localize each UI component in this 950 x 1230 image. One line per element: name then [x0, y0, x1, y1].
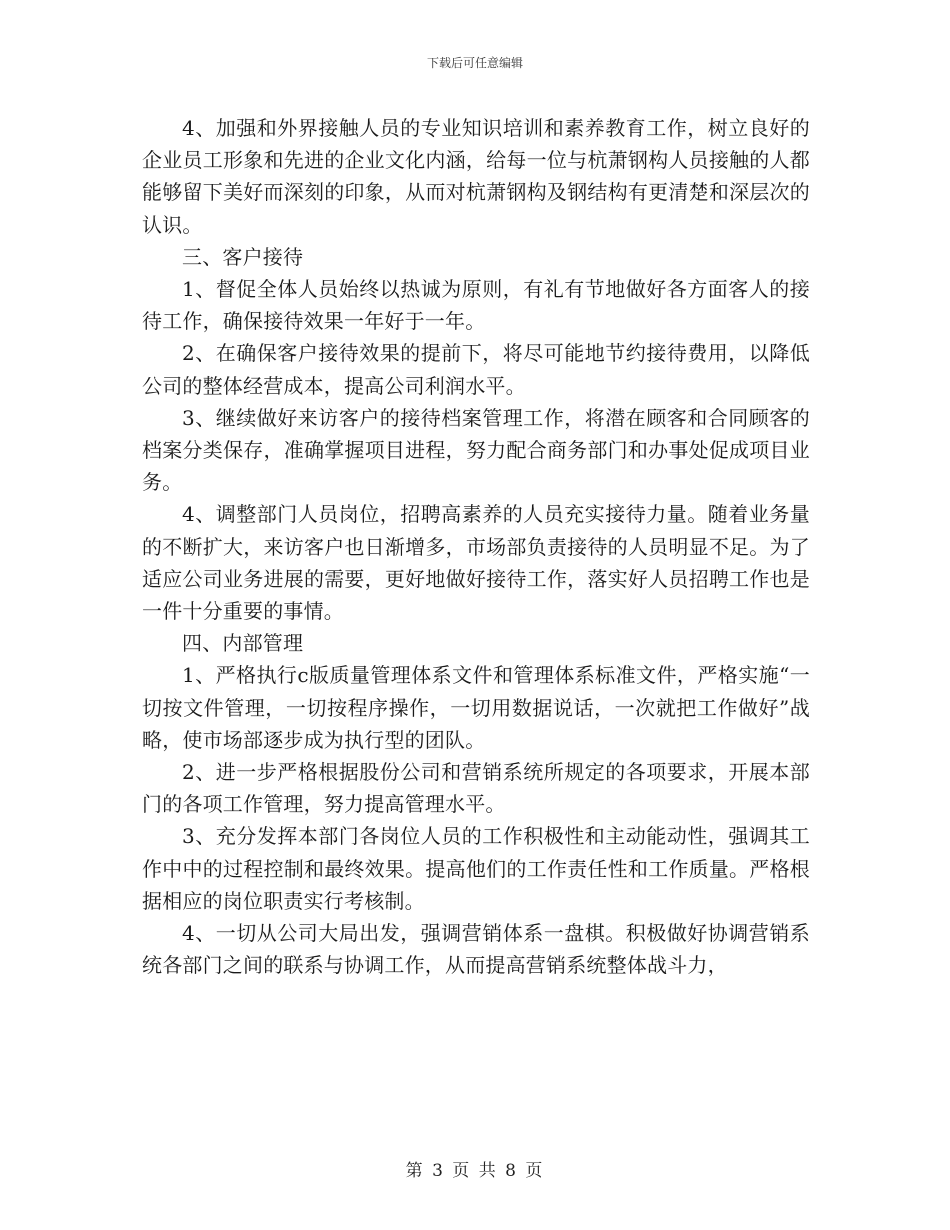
header-note: 下载后可任意编辑	[426, 56, 523, 70]
section-heading: 三、客户接待	[182, 244, 304, 269]
page-number-footer: 第 3 页 共 8 页	[405, 1161, 545, 1181]
paragraph: 1、严格执行c版质量管理体系文件和管理体系标准文件，严格实施“一切按文件管理，一切按程序操作，一切用数据说话，一次就把工作做好”战略，使市场部逐步成为执行型的团队。	[142, 663, 810, 752]
paragraph: 2、进一步严格根据股份公司和营销系统所规定的各项要求，开展本部门的各项工作管理，努力提高管理水平。	[142, 760, 810, 817]
paragraph: 3、继续做好来访客户的接待档案管理工作，将潜在顾客和合同顾客的档案分类保存，准确掌握项目进程，努力配合商务部门和办事处促成项目业务。	[142, 405, 810, 495]
document-body	[142, 112, 810, 981]
paragraph: 4、一切从公司大局出发，强调营销体系一盘棋。积极做好协调营销系统各部门之间的联系与协调工作，从而提高营销系统整体战斗力，	[142, 921, 810, 978]
section-heading: 四、内部管理	[182, 631, 304, 656]
paragraph: 1、督促全体人员始终以热诚为原则，有礼有节地做好各方面客人的接待工作，确保接待效果一年好于一年。	[142, 277, 810, 334]
paragraph: 4、调整部门人员岗位，招聘高素养的人员充实接待力量。随着业务量的不断扩大，来访客户也日渐增多，市场部负责接待的人员明显不足。为了适应公司业务进展的需要，更好地做好接待工作，落实好人员招聘工作也是一件十分重要的事情。	[142, 502, 810, 624]
paragraph: 3、充分发挥本部门各岗位人员的工作积极性和主动能动性，强调其工作中中的过程控制和最终效果。提高他们的工作责任性和工作质量。严格根据相应的岗位职责实行考核制。	[142, 824, 810, 913]
paragraph: 4、加强和外界接触人员的专业知识培训和素养教育工作，树立良好的企业员工形象和先进的企业文化内涵，给每一位与杭萧钢构人员接触的人都能够留下美好而深刻的印象，从而对杭萧钢构及钢结构有更清楚和深层次的认识。	[142, 116, 810, 237]
paragraph: 2、在确保客户接待效果的提前下，将尽可能地节约接待费用，以降低公司的整体经营成本，提高公司利润水平。	[142, 341, 810, 398]
